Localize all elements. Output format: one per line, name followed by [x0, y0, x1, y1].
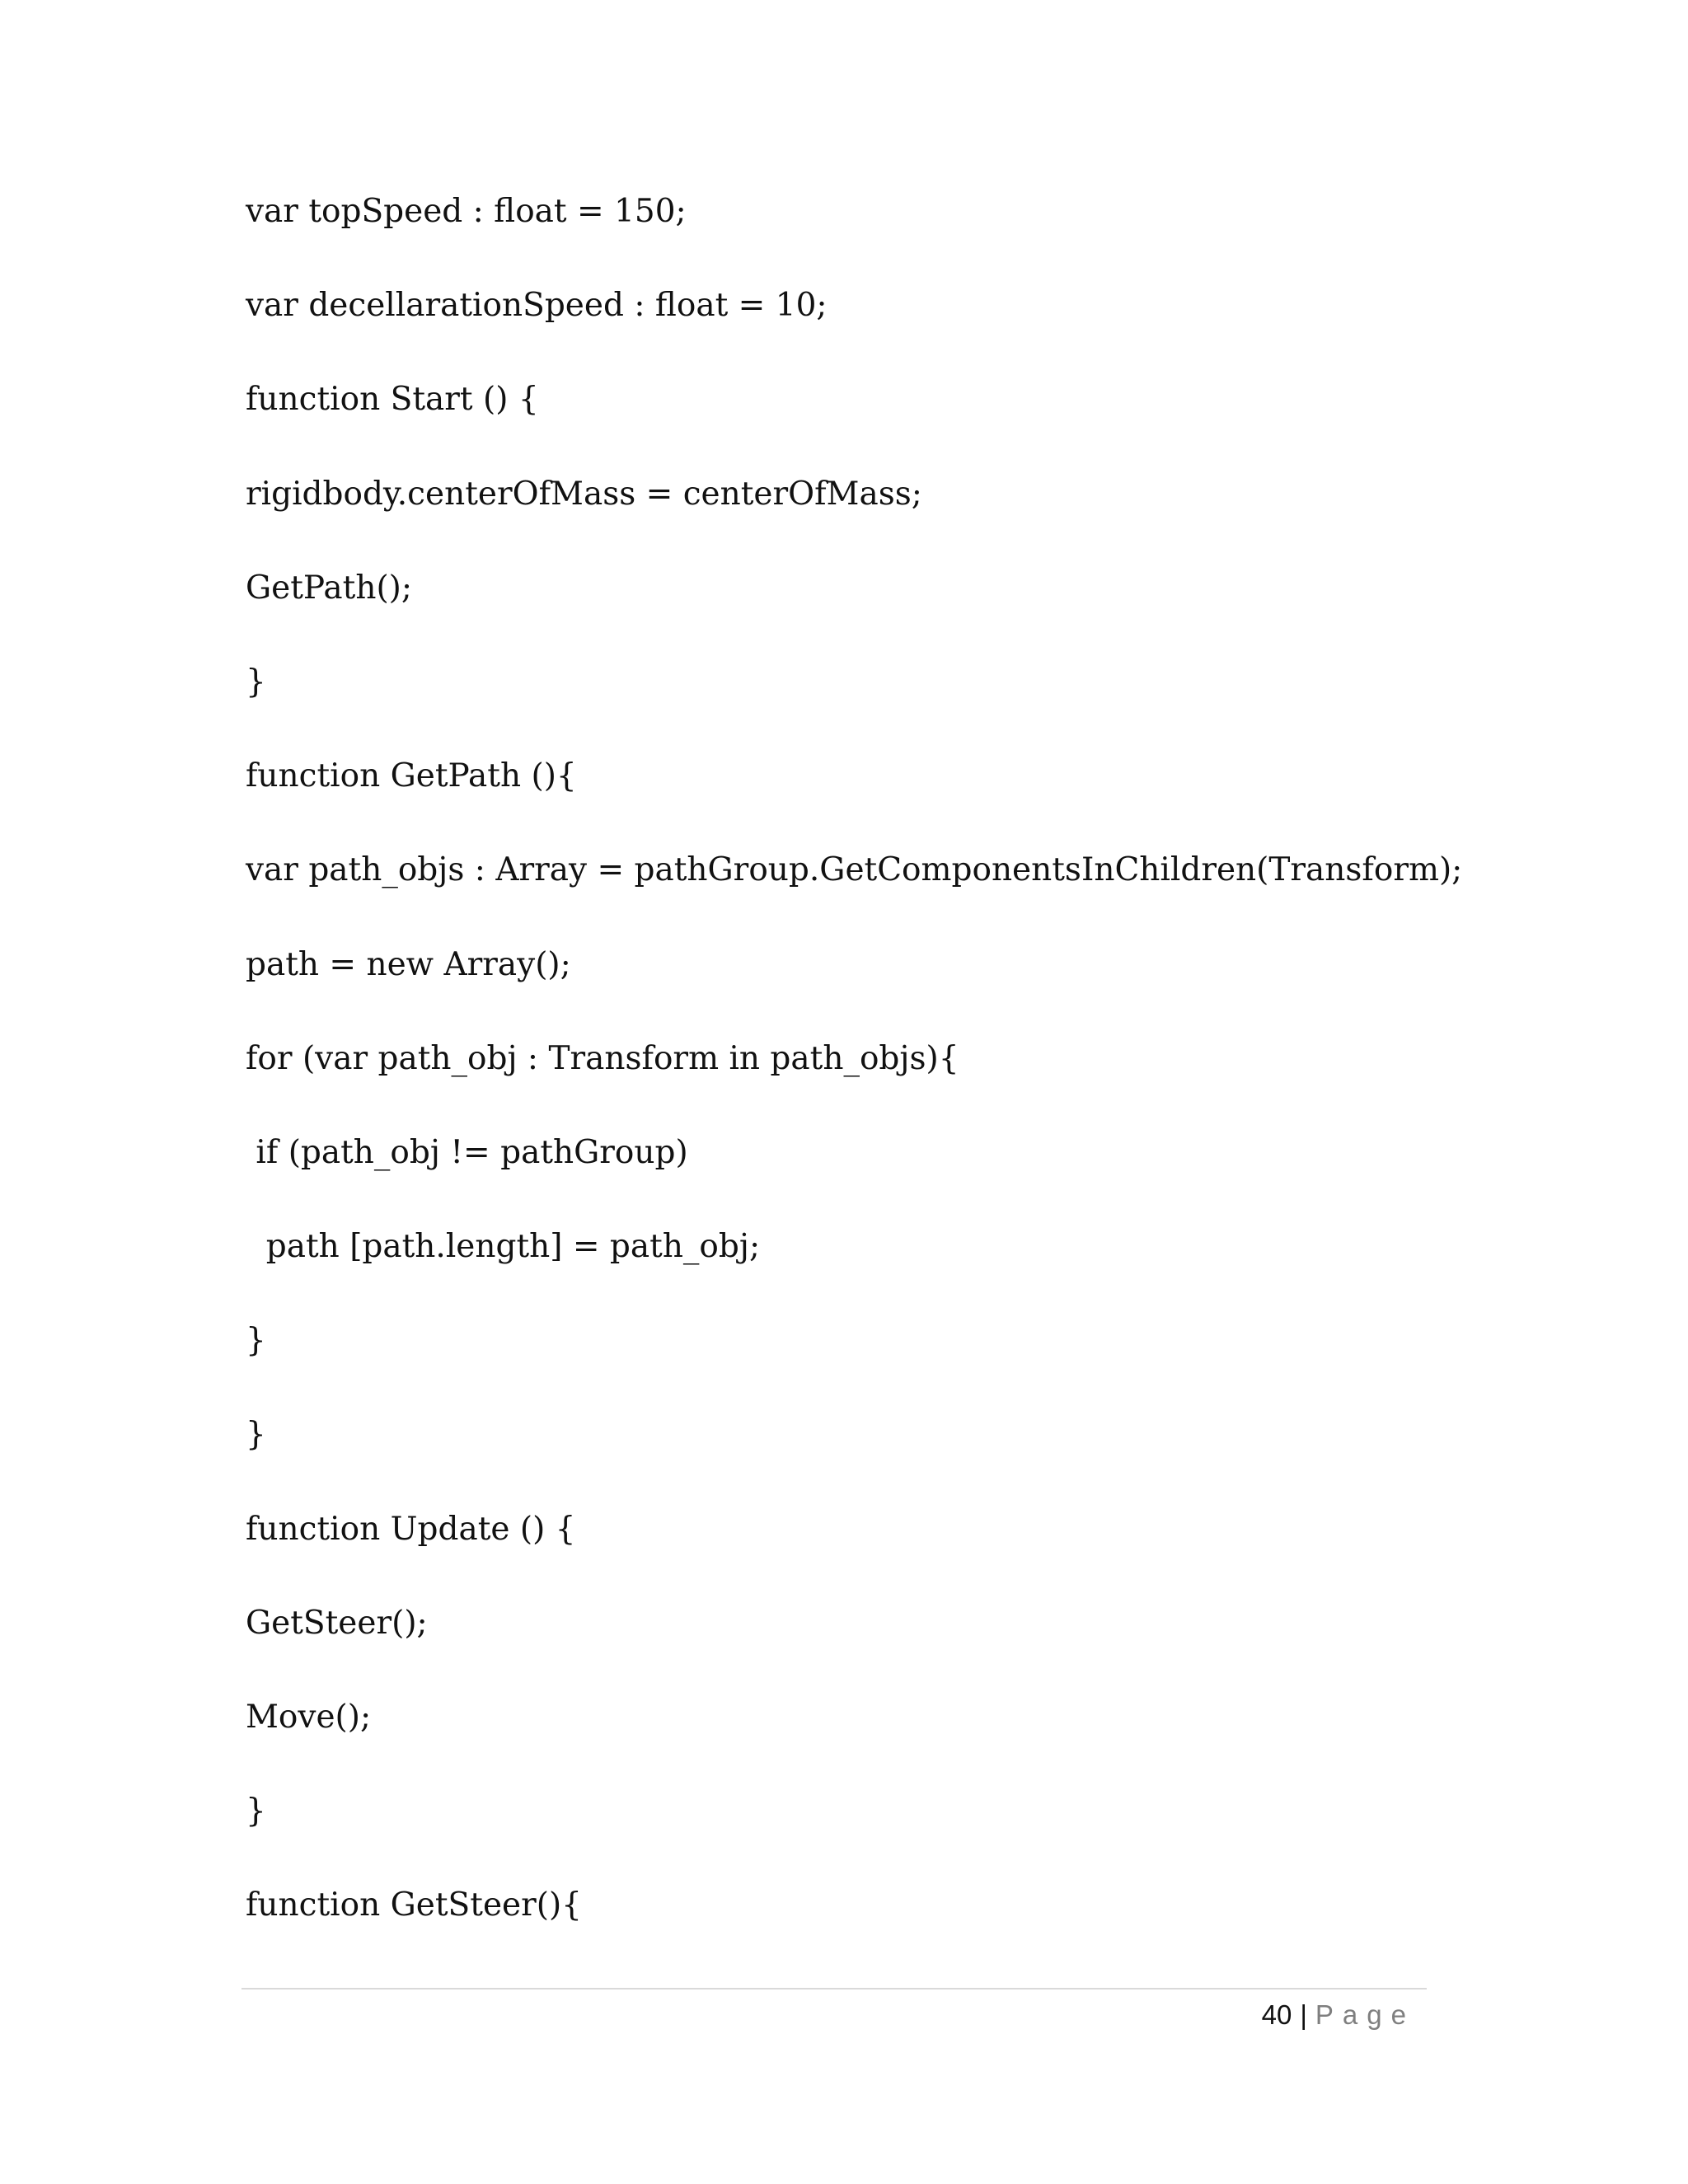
page-number: 40: [1261, 1999, 1292, 2030]
code-line: if (path_obj != pathGroup): [246, 1133, 688, 1171]
code-line: GetPath();: [246, 569, 413, 607]
footer-separator: |: [1300, 1999, 1307, 2030]
code-line: function GetSteer(){: [246, 1886, 582, 1924]
code-line: var topSpeed : float = 150;: [246, 193, 687, 230]
code-line: GetSteer();: [246, 1604, 428, 1642]
code-listing: [246, 183, 1463, 1971]
code-line: function Update () {: [246, 1510, 576, 1548]
code-line: }: [246, 1416, 266, 1454]
code-line: function GetPath (){: [246, 757, 577, 795]
code-line: }: [246, 1793, 266, 1830]
code-line: }: [246, 663, 266, 701]
code-line: function Start () {: [246, 381, 539, 419]
page-footer: [1262, 1994, 1415, 2036]
code-line: rigidbody.centerOfMass = centerOfMass;: [246, 475, 922, 513]
code-line: for (var path_obj : Transform in path_objs){: [246, 1039, 959, 1077]
code-line: Move();: [246, 1699, 372, 1736]
code-line: path = new Array();: [246, 945, 571, 983]
page-label: Page: [1315, 1999, 1415, 2030]
footer-divider: [241, 1988, 1427, 1990]
code-line: var decellarationSpeed : float = 10;: [246, 287, 828, 325]
code-line: }: [246, 1322, 266, 1360]
code-line: var path_objs : Array = pathGroup.GetComponentsInChildren(Transform);: [246, 851, 1463, 889]
code-line: path [path.length] = path_obj;: [246, 1228, 761, 1266]
